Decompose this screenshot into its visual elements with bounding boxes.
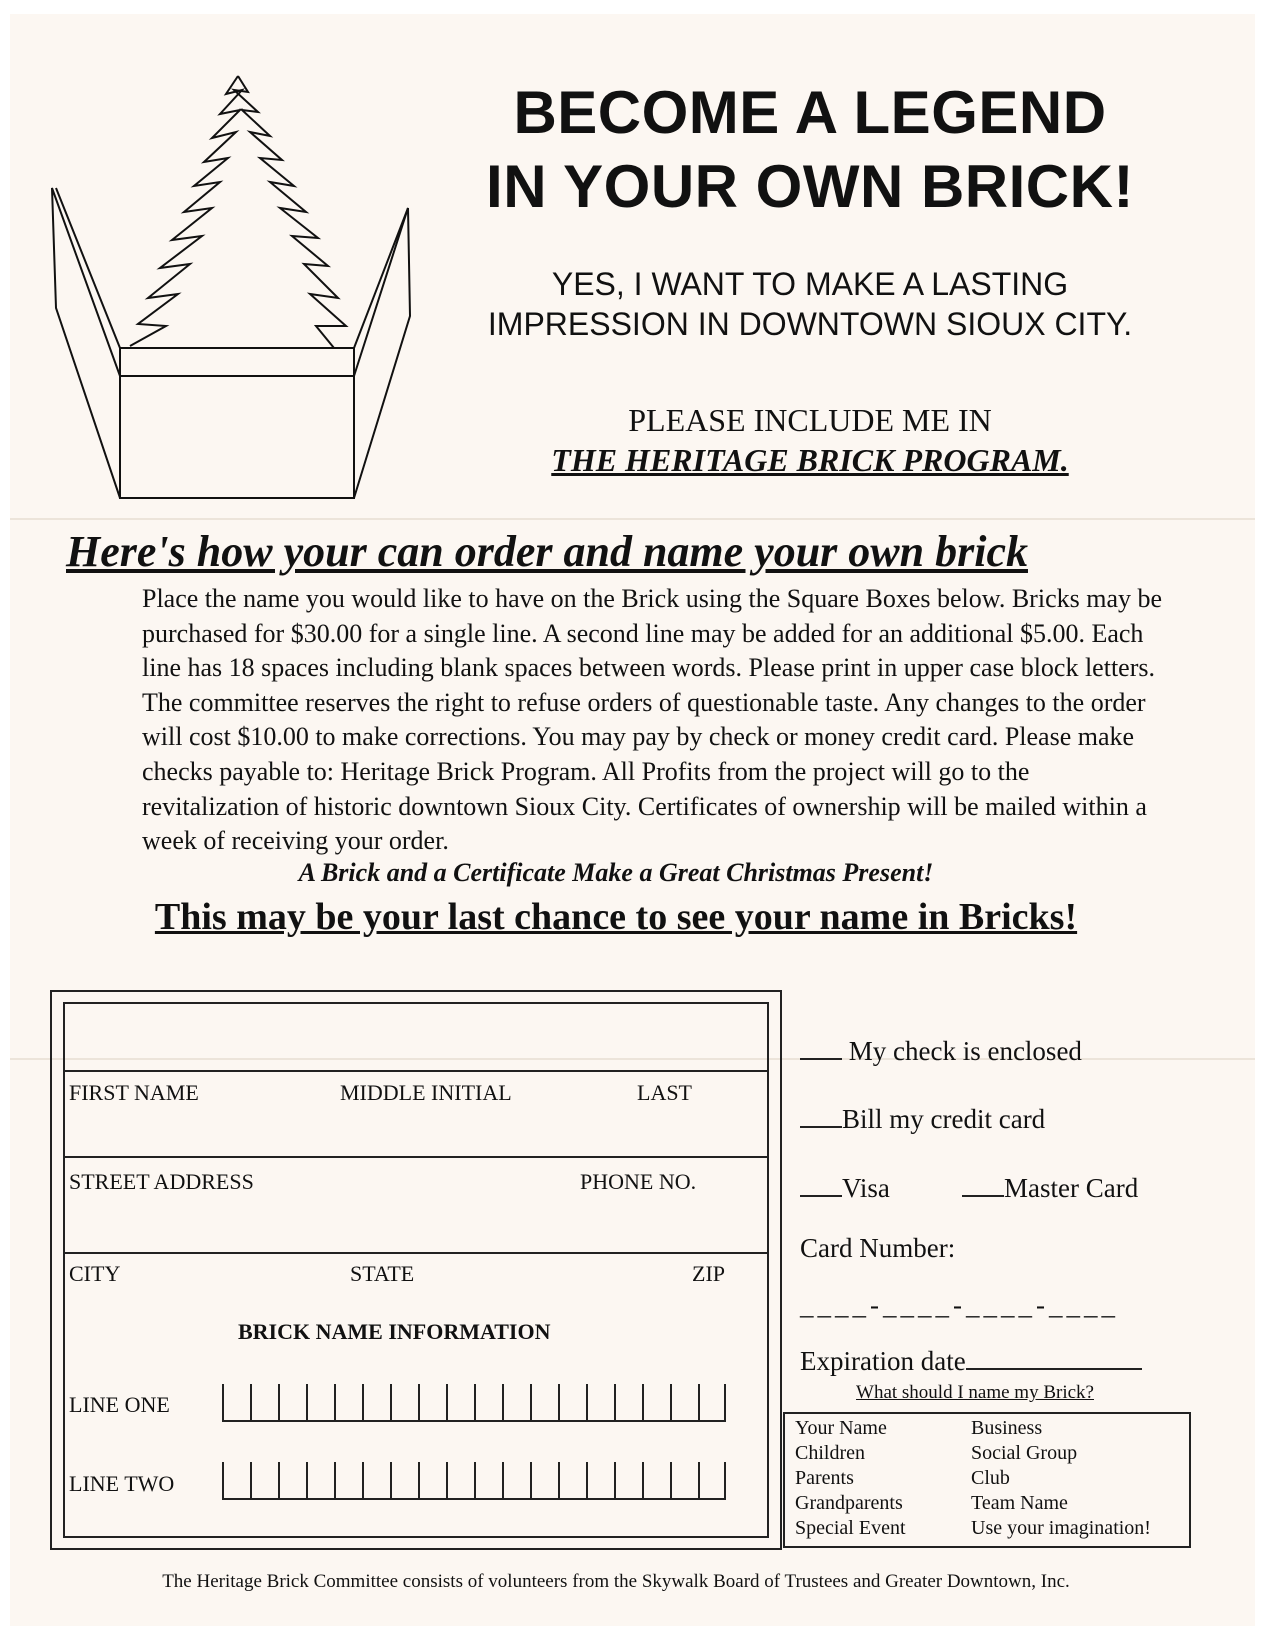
letter-box[interactable]	[306, 1384, 334, 1422]
order-instructions-body	[66, 582, 1166, 859]
suggestion-item: Use your imagination!	[971, 1517, 1151, 1539]
letter-box[interactable]	[614, 1462, 642, 1500]
expiration-option[interactable]	[800, 1344, 1142, 1377]
subhead-line-1: YES, I WANT TO MAKE A LASTING	[551, 266, 1069, 302]
order-instructions-title: Here's how your can order and name your own brick	[66, 527, 1028, 576]
letter-box[interactable]	[474, 1462, 502, 1500]
include-line-1: PLEASE INCLUDE ME IN	[628, 402, 992, 438]
letter-box[interactable]	[390, 1462, 418, 1500]
letter-box[interactable]	[474, 1384, 502, 1422]
letter-box[interactable]	[530, 1384, 558, 1422]
letter-box[interactable]	[250, 1462, 278, 1500]
letter-box[interactable]	[278, 1462, 306, 1500]
letter-box[interactable]	[418, 1384, 446, 1422]
line-two-label: LINE TWO	[69, 1471, 175, 1496]
letter-box[interactable]	[446, 1462, 474, 1500]
suggestion-item: Parents	[795, 1467, 854, 1489]
letter-box[interactable]	[586, 1384, 614, 1422]
letter-box[interactable]	[306, 1462, 334, 1500]
suggestion-item: Special Event	[795, 1517, 906, 1539]
mastercard-blank[interactable]	[962, 1171, 1004, 1197]
suggestions-right-column	[971, 1416, 1151, 1541]
letter-box[interactable]	[642, 1462, 670, 1500]
letter-box[interactable]	[698, 1462, 726, 1500]
letter-box[interactable]	[278, 1384, 306, 1422]
form-divider	[63, 1070, 767, 1072]
suggestion-item: Team Name	[971, 1492, 1068, 1514]
line-two-letter-boxes[interactable]	[222, 1462, 726, 1500]
order-instructions-paragraph: Place the name you would like to have on the Brick using the Square Boxes below. Bricks may be purchased for $30.00 for a single line. A second line may be added for an additional $5.00. Each line has 18 spaces including blank spaces between words. Please print in upper case block letters. The committee reserves the right to refuse orders of questionable taste. Any changes to the order will cost $10.00 to make corrections. You may pay by check or money credit card. Please make checks payable to: Heritage Brick Program. All Profits from the project will go to the revitalization of historic downtown Sioux City. Certificates of ownership will be mailed within a week of receiving your order.	[142, 584, 1163, 856]
expiration-blank[interactable]	[966, 1344, 1142, 1370]
headline-line-1: BECOME A LEGEND	[513, 79, 1107, 146]
letter-box[interactable]	[530, 1462, 558, 1500]
check-enclosed-label: My check is enclosed	[848, 1036, 1082, 1066]
suggestion-item: Grandparents	[795, 1492, 903, 1514]
letter-box[interactable]	[222, 1384, 250, 1422]
line-one-label: LINE ONE	[69, 1392, 170, 1417]
subhead-line-2: IMPRESSION IN DOWNTOWN SIOUX CITY.	[487, 306, 1133, 342]
visa-blank[interactable]	[800, 1171, 842, 1197]
letter-box[interactable]	[502, 1384, 530, 1422]
letter-box[interactable]	[418, 1462, 446, 1500]
headline-line-2: IN YOUR OWN BRICK!	[486, 153, 1134, 220]
tree-in-box-illustration	[48, 70, 432, 530]
check-enclosed-blank[interactable]	[800, 1034, 842, 1060]
street-address-label[interactable]: STREET ADDRESS	[69, 1169, 254, 1194]
suggestion-item: Your Name	[795, 1417, 887, 1439]
visa-label: Visa	[842, 1173, 890, 1203]
form-divider	[63, 1252, 767, 1254]
card-number-label: Card Number:	[800, 1233, 956, 1263]
letter-box[interactable]	[362, 1462, 390, 1500]
middle-initial-label[interactable]: MIDDLE INITIAL	[340, 1080, 512, 1105]
letter-box[interactable]	[502, 1462, 530, 1500]
letter-box[interactable]	[586, 1462, 614, 1500]
expiration-label: Expiration date	[800, 1346, 966, 1376]
bill-credit-card-option[interactable]	[800, 1102, 1045, 1135]
suggestion-item: Business	[971, 1417, 1043, 1439]
letter-box[interactable]	[698, 1384, 726, 1422]
city-label[interactable]: CITY	[69, 1261, 121, 1286]
suggestion-item: Social Group	[971, 1442, 1078, 1464]
last-chance-heading: This may be your last chance to see your name in Bricks!	[154, 896, 1078, 938]
letter-box[interactable]	[222, 1462, 250, 1500]
line-one-letter-boxes[interactable]	[222, 1384, 726, 1422]
letter-box[interactable]	[642, 1384, 670, 1422]
letter-box[interactable]	[614, 1384, 642, 1422]
form-divider	[63, 1156, 767, 1158]
suggestions-left-column	[795, 1416, 906, 1541]
zip-label[interactable]: ZIP	[692, 1261, 725, 1286]
name-suggestions-box	[783, 1412, 1191, 1548]
last-name-label[interactable]: LAST	[637, 1080, 692, 1105]
visa-option[interactable]	[800, 1171, 890, 1204]
letter-box[interactable]	[334, 1462, 362, 1500]
letter-box[interactable]	[334, 1384, 362, 1422]
state-label[interactable]: STATE	[350, 1261, 415, 1286]
program-name: THE HERITAGE BRICK PROGRAM.	[551, 442, 1069, 478]
phone-label[interactable]: PHONE NO.	[580, 1169, 697, 1194]
letter-box[interactable]	[558, 1384, 586, 1422]
letter-box[interactable]	[558, 1462, 586, 1500]
christmas-tagline: A Brick and a Certificate Make a Great Christmas Present!	[298, 858, 934, 887]
mastercard-option[interactable]	[962, 1171, 1138, 1204]
letter-box[interactable]	[250, 1384, 278, 1422]
headline	[440, 76, 1180, 224]
brick-name-info-title: BRICK NAME INFORMATION	[238, 1319, 551, 1344]
letter-box[interactable]	[670, 1462, 698, 1500]
card-number-field[interactable]: ____-____-____-____	[800, 1290, 1119, 1320]
letter-box[interactable]	[362, 1384, 390, 1422]
letter-box[interactable]	[446, 1384, 474, 1422]
suggestion-item: Club	[971, 1467, 1010, 1489]
include-statement	[440, 400, 1180, 480]
mastercard-label: Master Card	[1004, 1173, 1139, 1203]
letter-box[interactable]	[390, 1384, 418, 1422]
check-enclosed-option[interactable]	[800, 1034, 1082, 1067]
letter-box[interactable]	[670, 1384, 698, 1422]
name-suggestions-title: What should I name my Brick?	[856, 1382, 1094, 1403]
bill-credit-card-blank[interactable]	[800, 1102, 842, 1128]
subhead	[440, 264, 1180, 344]
committee-footer: The Heritage Brick Committee consists of volunteers from the Skywalk Board of Trustees and Greater Downtown, Inc.	[162, 1571, 1070, 1592]
first-name-label[interactable]: FIRST NAME	[69, 1080, 199, 1105]
suggestion-item: Children	[795, 1442, 865, 1464]
bill-credit-card-label: Bill my credit card	[842, 1104, 1046, 1134]
